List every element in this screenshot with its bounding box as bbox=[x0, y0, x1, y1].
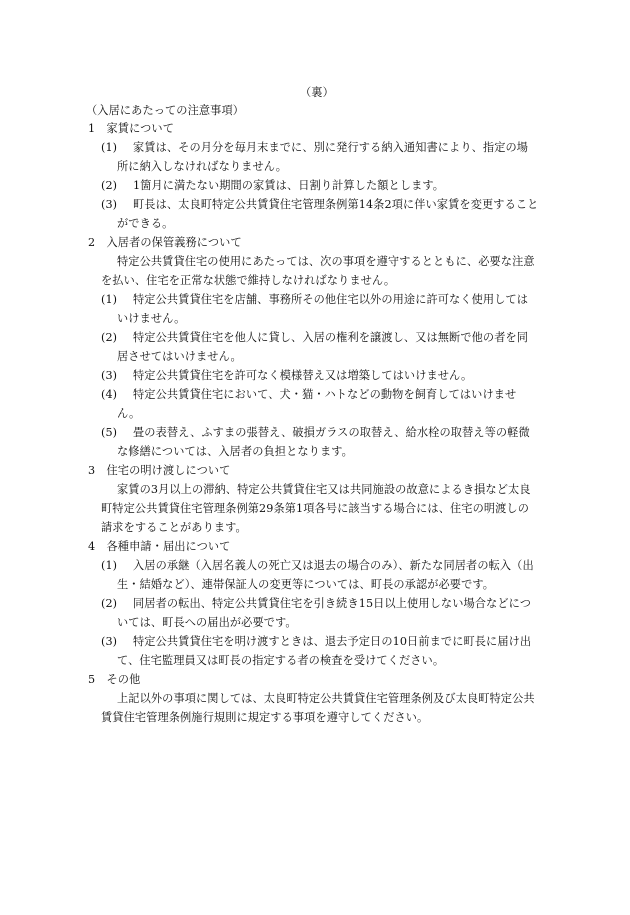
section-1-item-1-line-2: 所に納入しなければなりません。 bbox=[117, 160, 287, 173]
section-2-intro-line-1: 特定公共賃貸住宅の使用にあたっては、次の事項を遵守するとともに、必要な注意 bbox=[117, 255, 535, 268]
section-2-item-5-line-2: な修繕については、入居者の負担となります。 bbox=[117, 445, 353, 458]
notice-title: （入居にあたっての注意事項） bbox=[86, 104, 245, 117]
section-4-item-2-line-1: 同居者の転出、特定公共賃貸住宅を引き続き15日以上使用しない場合などにつ bbox=[133, 597, 531, 610]
section-4-item-1-line-2: 生・結婚など）、連帯保証人の変更等については、町長の承認が必要です。 bbox=[117, 578, 495, 591]
section-4-item-3-line-2: て、住宅監理員又は町長の指定する者の検査を受けてください。 bbox=[117, 654, 445, 667]
section-2-item-2-line-2: 居させてはいけません。 bbox=[117, 350, 242, 363]
section-2-item-5-line-1: 畳の表替え、ふすまの張替え、破損ガラスの取替え、給水栓の取替え等の軽微 bbox=[133, 426, 530, 439]
section-1-item-2-number: (2) bbox=[101, 179, 118, 192]
section-2-item-1-line-2: いけません。 bbox=[117, 312, 186, 325]
section-1-item-2-line-1: 1箇月に満たない期間の家賃は、日割り計算した額とします。 bbox=[133, 179, 445, 192]
section-2-heading: 2 入居者の保管義務について bbox=[88, 236, 242, 249]
section-3-body-line-2: 町特定公共賃貸住宅管理条例第29条第1項各号に該当する場合には、住宅の明渡しの bbox=[101, 502, 530, 515]
page-side-label: （裏） bbox=[300, 86, 334, 99]
section-2-intro-line-2: を払い、住宅を正常な状態で維持しなければなりません。 bbox=[101, 274, 396, 287]
section-3-body-line-3: 請求をすることがあります。 bbox=[101, 521, 247, 534]
section-4-item-3-line-1: 特定公共賃貸住宅を明け渡すときは、退去予定日の10日前までに町長に届け出 bbox=[133, 635, 532, 648]
section-1-item-1-number: (1) bbox=[101, 141, 118, 154]
section-2-item-1-number: (1) bbox=[101, 293, 118, 306]
section-1-item-3-number: (3) bbox=[101, 198, 118, 211]
section-2-item-4-line-2: ん。 bbox=[117, 407, 141, 420]
section-2-item-4-number: (4) bbox=[101, 388, 118, 401]
section-5-body-line-1: 上記以外の事項に関しては、太良町特定公共賃貸住宅管理条例及び太良町特定公共 bbox=[117, 692, 535, 705]
section-2-item-2-number: (2) bbox=[101, 331, 118, 344]
section-1-item-3-line-2: ができる。 bbox=[117, 217, 174, 230]
section-2-item-1-line-1: 特定公共賃貸住宅を店舗、事務所その他住宅以外の用途に許可なく使用しては bbox=[133, 293, 529, 306]
section-2-item-5-number: (5) bbox=[101, 426, 118, 439]
section-4-item-2-line-2: いては、町長への届出が必要です。 bbox=[117, 616, 297, 629]
section-4-item-1-number: (1) bbox=[101, 559, 118, 572]
section-2-item-2-line-1: 特定公共賃貸住宅を他人に貸し、入居の権利を譲渡し、又は無断で他の者を同 bbox=[133, 331, 529, 344]
section-1-heading: 1 家賃について bbox=[88, 122, 175, 135]
section-4-item-3-number: (3) bbox=[101, 635, 118, 648]
section-4-item-2-number: (2) bbox=[101, 597, 118, 610]
section-4-item-1-line-1: 入居の承継（入居名義人の死亡又は退去の場合のみ）、新たな同居者の転入（出 bbox=[133, 559, 534, 572]
section-1-item-1-line-1: 家賃は、その月分を毎月末までに、別に発行する納入通知書により、指定の場 bbox=[133, 141, 529, 154]
section-2-item-3-number: (3) bbox=[101, 369, 118, 382]
section-2-item-4-line-1: 特定公共賃貸住宅において、犬・猫・ハトなどの動物を飼育してはいけませ bbox=[133, 388, 517, 401]
section-2-item-3-line-1: 特定公共賃貸住宅を許可なく模様替え又は増築してはいけません。 bbox=[133, 369, 473, 382]
section-5-body-line-2: 賃貸住宅管理条例施行規則に規定する事項を遵守してください。 bbox=[101, 711, 429, 724]
section-3-heading: 3 住宅の明け渡しについて bbox=[88, 464, 231, 477]
section-3-body-line-1: 家賃の3月以上の滞納、特定公共賃貸住宅又は共同施設の故意によるき損など太良 bbox=[117, 483, 531, 496]
section-5-heading: 5 その他 bbox=[88, 673, 141, 686]
section-1-item-3-line-1: 町長は、太良町特定公共賃貸住宅管理条例第14条2項に伴い家賃を変更すること bbox=[133, 198, 539, 211]
section-4-heading: 4 各種申請・届出について bbox=[88, 540, 231, 553]
